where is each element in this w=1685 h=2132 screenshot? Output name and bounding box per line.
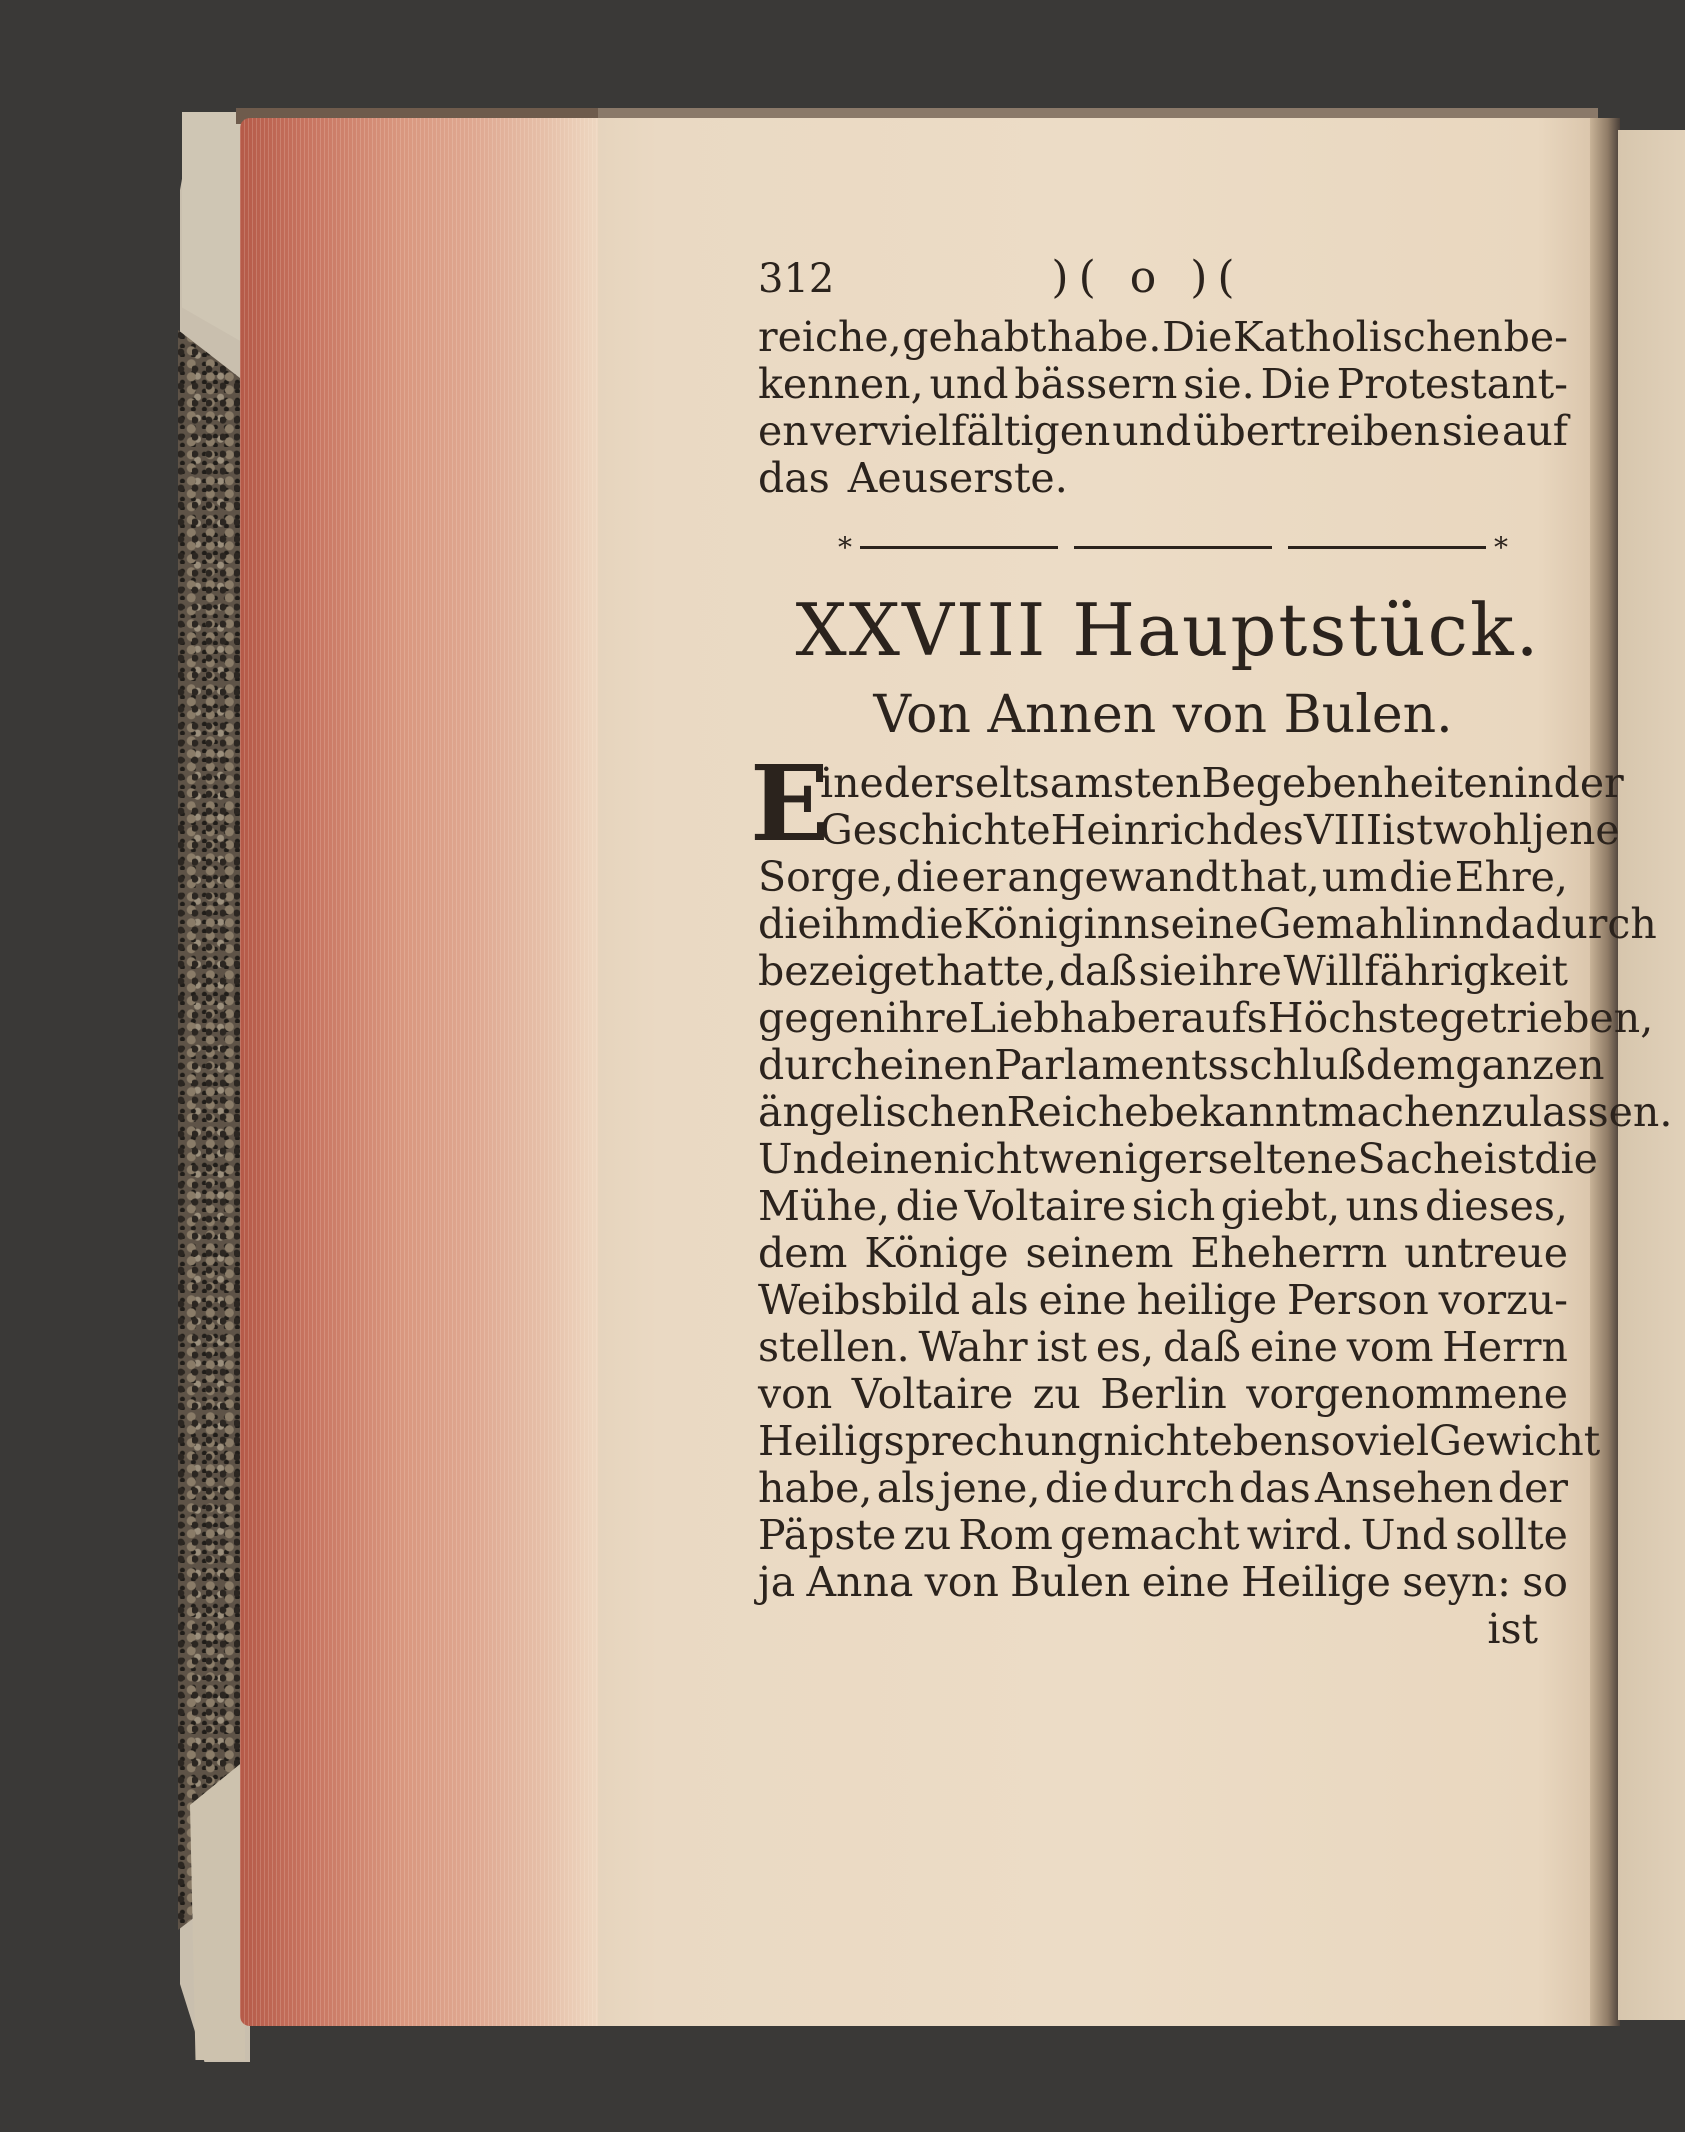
word: Herrn — [1442, 1323, 1568, 1371]
word: um — [1321, 853, 1388, 901]
word: untreue — [1404, 1229, 1568, 1277]
word: auf — [1501, 407, 1568, 455]
text-line — [758, 900, 1657, 948]
word: VIII — [1303, 806, 1383, 854]
word: Protestant- — [1336, 360, 1568, 408]
word: Katholischen — [1233, 313, 1503, 361]
word: aufs — [1180, 994, 1268, 1042]
catchword-line — [758, 1606, 1568, 1653]
word: Heinrich — [1050, 806, 1233, 854]
word: Aeuserste. — [847, 454, 1068, 502]
word: eben — [1208, 1417, 1310, 1465]
word: die — [895, 1182, 960, 1230]
word: gemacht — [1059, 1511, 1240, 1559]
word: Die — [1260, 360, 1331, 408]
word: ihm — [821, 900, 901, 948]
word: giebt, — [1220, 1182, 1341, 1230]
text-line — [758, 455, 1568, 502]
word: Gewicht — [1429, 1417, 1601, 1465]
catchword: ist — [1487, 1605, 1538, 1653]
word: Berlin — [1100, 1370, 1227, 1418]
word: Geschichte — [820, 806, 1051, 854]
carryover-paragraph — [758, 314, 1568, 502]
section-rule — [838, 530, 1508, 564]
word: Begebenheiten — [1201, 759, 1515, 807]
word: lassen. — [1529, 1088, 1673, 1136]
word: Liebhaber — [968, 994, 1181, 1042]
word: der — [1497, 1464, 1568, 1512]
word: Heilige — [1241, 1558, 1391, 1606]
word: als — [876, 1464, 936, 1512]
running-head: )( o )( — [1051, 252, 1245, 303]
page-text — [750, 252, 1673, 1653]
facing-page-edge — [1618, 130, 1685, 2020]
word: durch — [1112, 1464, 1235, 1512]
word: ine — [820, 759, 884, 807]
text-line — [758, 1417, 1601, 1465]
word: als — [970, 1276, 1029, 1324]
chapter-subtitle: Von Annen von Bulen. — [873, 685, 1453, 745]
page-header — [758, 252, 1568, 314]
text-line — [758, 1512, 1568, 1559]
word: Könige — [864, 1229, 1009, 1277]
word: eine — [1141, 1558, 1230, 1606]
word: Päpste — [758, 1511, 897, 1559]
word: Person — [1287, 1276, 1429, 1324]
word: sie — [1138, 947, 1197, 995]
word: ist — [1483, 1135, 1535, 1183]
word: ganzen — [1455, 1041, 1605, 1089]
word: Heiligsprechung — [758, 1417, 1104, 1465]
word: habe, — [758, 1464, 873, 1512]
marbled-cover-paper — [178, 330, 240, 1930]
chapter-title: XXVIII Hauptstück. — [795, 588, 1541, 672]
chapter-body — [750, 742, 1673, 1653]
text-line — [758, 759, 1624, 807]
word: Wahr — [918, 1323, 1028, 1371]
text-line — [758, 314, 1568, 361]
word: dem — [1365, 1041, 1456, 1089]
word: seltsamsten — [953, 759, 1202, 807]
red-page-edges — [240, 118, 600, 2026]
rule-bar — [1074, 546, 1272, 549]
word: die — [1044, 1464, 1109, 1512]
body-lines — [758, 759, 1673, 1606]
word: jene, — [939, 1464, 1041, 1512]
word: ängelischen — [758, 1088, 1007, 1136]
word: Voltaire — [851, 1370, 1014, 1418]
word: die — [895, 853, 960, 901]
word: uns — [1345, 1182, 1420, 1230]
rule-star-left: * — [838, 530, 852, 564]
word: ihre — [885, 994, 969, 1042]
word: Reiche — [1006, 1088, 1149, 1136]
page-number: 312 — [758, 256, 835, 302]
parchment-corner-bottom — [190, 1760, 245, 2060]
word: von — [924, 1558, 999, 1606]
word: hat, — [1239, 853, 1320, 901]
word: so — [1309, 1417, 1356, 1465]
word: be- — [1503, 313, 1568, 361]
text-line — [758, 408, 1568, 455]
word: einen — [879, 1041, 995, 1089]
word: Parlamentsschluß — [994, 1041, 1366, 1089]
text-line — [758, 1230, 1568, 1277]
text-line — [758, 1041, 1605, 1089]
rule-bar — [860, 546, 1058, 549]
word: Voltaire — [964, 1182, 1127, 1230]
word: vorgenommene — [1246, 1370, 1568, 1418]
word: eine — [1038, 1276, 1127, 1324]
word: daß — [1162, 1323, 1242, 1371]
word: Gemahlinn — [1258, 900, 1485, 948]
word: machen — [1317, 1088, 1482, 1136]
word: heilige — [1136, 1276, 1278, 1324]
word: bezeiget — [758, 947, 935, 995]
word: es, — [1095, 1323, 1155, 1371]
word: Willfährigkeit — [1283, 947, 1568, 995]
word: sie. — [1183, 360, 1255, 408]
word: die — [1389, 853, 1453, 901]
text-line — [758, 806, 1620, 854]
text-line — [758, 1183, 1568, 1230]
text-line — [758, 948, 1568, 995]
text-line — [758, 854, 1568, 901]
word: Höchste — [1267, 994, 1440, 1042]
word: gegen — [758, 994, 886, 1042]
word: der — [883, 759, 954, 807]
word: bässern — [1014, 360, 1178, 408]
word: angewandt — [1007, 853, 1238, 901]
word: Rom — [958, 1511, 1053, 1559]
word: Sache — [1357, 1135, 1484, 1183]
word: Und — [1360, 1511, 1449, 1559]
word: durch — [758, 1041, 880, 1089]
text-line — [758, 1088, 1673, 1136]
word: nicht — [1103, 1417, 1209, 1465]
text-line — [758, 1135, 1598, 1183]
word: sich — [1131, 1182, 1216, 1230]
word: dadurch — [1484, 900, 1657, 948]
word: Weibsbild — [758, 1276, 961, 1324]
word: bekannt — [1148, 1088, 1318, 1136]
word: reiche, — [758, 313, 902, 361]
word: so — [1522, 1558, 1568, 1606]
word: die — [758, 900, 822, 948]
word: getrieben, — [1439, 994, 1654, 1042]
word: ist — [1382, 806, 1433, 854]
word: en — [758, 407, 809, 455]
word: Bulen — [1010, 1558, 1131, 1606]
word: von — [758, 1370, 833, 1418]
word: Mühe, — [758, 1182, 891, 1230]
word: kennen, — [758, 360, 924, 408]
word: eine — [1249, 1323, 1338, 1371]
word: Anna — [806, 1558, 914, 1606]
word: gehabt — [902, 313, 1047, 361]
word: zu — [1481, 1088, 1530, 1136]
word: das — [1238, 1464, 1311, 1512]
word: und — [929, 360, 1009, 408]
word: wohl — [1432, 806, 1532, 854]
rule-bar — [1288, 546, 1486, 549]
word: vorzu- — [1438, 1276, 1568, 1324]
word: ihre — [1198, 947, 1282, 995]
word: dieses, — [1424, 1182, 1568, 1230]
word: daß — [1058, 947, 1137, 995]
word: sie — [1441, 407, 1501, 455]
parchment-corner-top — [182, 112, 242, 342]
word: weniger — [1038, 1135, 1208, 1183]
word: hatte, — [936, 947, 1058, 995]
word: Ehre, — [1454, 853, 1568, 901]
text-line — [758, 361, 1568, 408]
word: er — [961, 853, 1006, 901]
word: seltene — [1207, 1135, 1358, 1183]
word: Ansehen — [1315, 1464, 1494, 1512]
word: zu — [1032, 1370, 1081, 1418]
word: die — [900, 900, 964, 948]
text-line — [758, 994, 1654, 1042]
word: ist — [1036, 1323, 1088, 1371]
word: stellen. — [758, 1323, 910, 1371]
word: das — [758, 454, 830, 502]
word: übertreiben — [1193, 407, 1440, 455]
word: seyn: — [1402, 1558, 1511, 1606]
text-line — [758, 1559, 1568, 1606]
word: wird. — [1246, 1511, 1354, 1559]
text-line — [758, 1371, 1568, 1418]
word: des — [1232, 806, 1304, 854]
word: zu — [903, 1511, 952, 1559]
word: nicht — [933, 1135, 1039, 1183]
word: ja — [758, 1558, 796, 1606]
word: vervielfältigen — [810, 407, 1111, 455]
word: habe. — [1047, 313, 1162, 361]
word: dem — [758, 1229, 848, 1277]
word: Die — [1162, 313, 1233, 361]
word: vom — [1346, 1323, 1434, 1371]
text-line — [758, 1324, 1568, 1371]
drop-cap: E — [750, 742, 830, 865]
word: seine — [1149, 900, 1259, 948]
text-line — [758, 1465, 1568, 1512]
word: eine — [845, 1135, 934, 1183]
word: sollte — [1455, 1511, 1568, 1559]
rule-star-right: * — [1494, 530, 1508, 564]
word: Eheherrn — [1190, 1229, 1388, 1277]
word: viel — [1355, 1417, 1430, 1465]
word: der — [1553, 759, 1624, 807]
word: Sorge, — [758, 853, 894, 901]
word: Königinn — [963, 900, 1150, 948]
word: in — [1514, 759, 1554, 807]
word: seinem — [1025, 1229, 1174, 1277]
word: und — [1112, 407, 1192, 455]
word: Und — [758, 1135, 846, 1183]
text-line — [758, 1277, 1568, 1324]
word: jene — [1531, 806, 1620, 854]
word: die — [1534, 1135, 1598, 1183]
